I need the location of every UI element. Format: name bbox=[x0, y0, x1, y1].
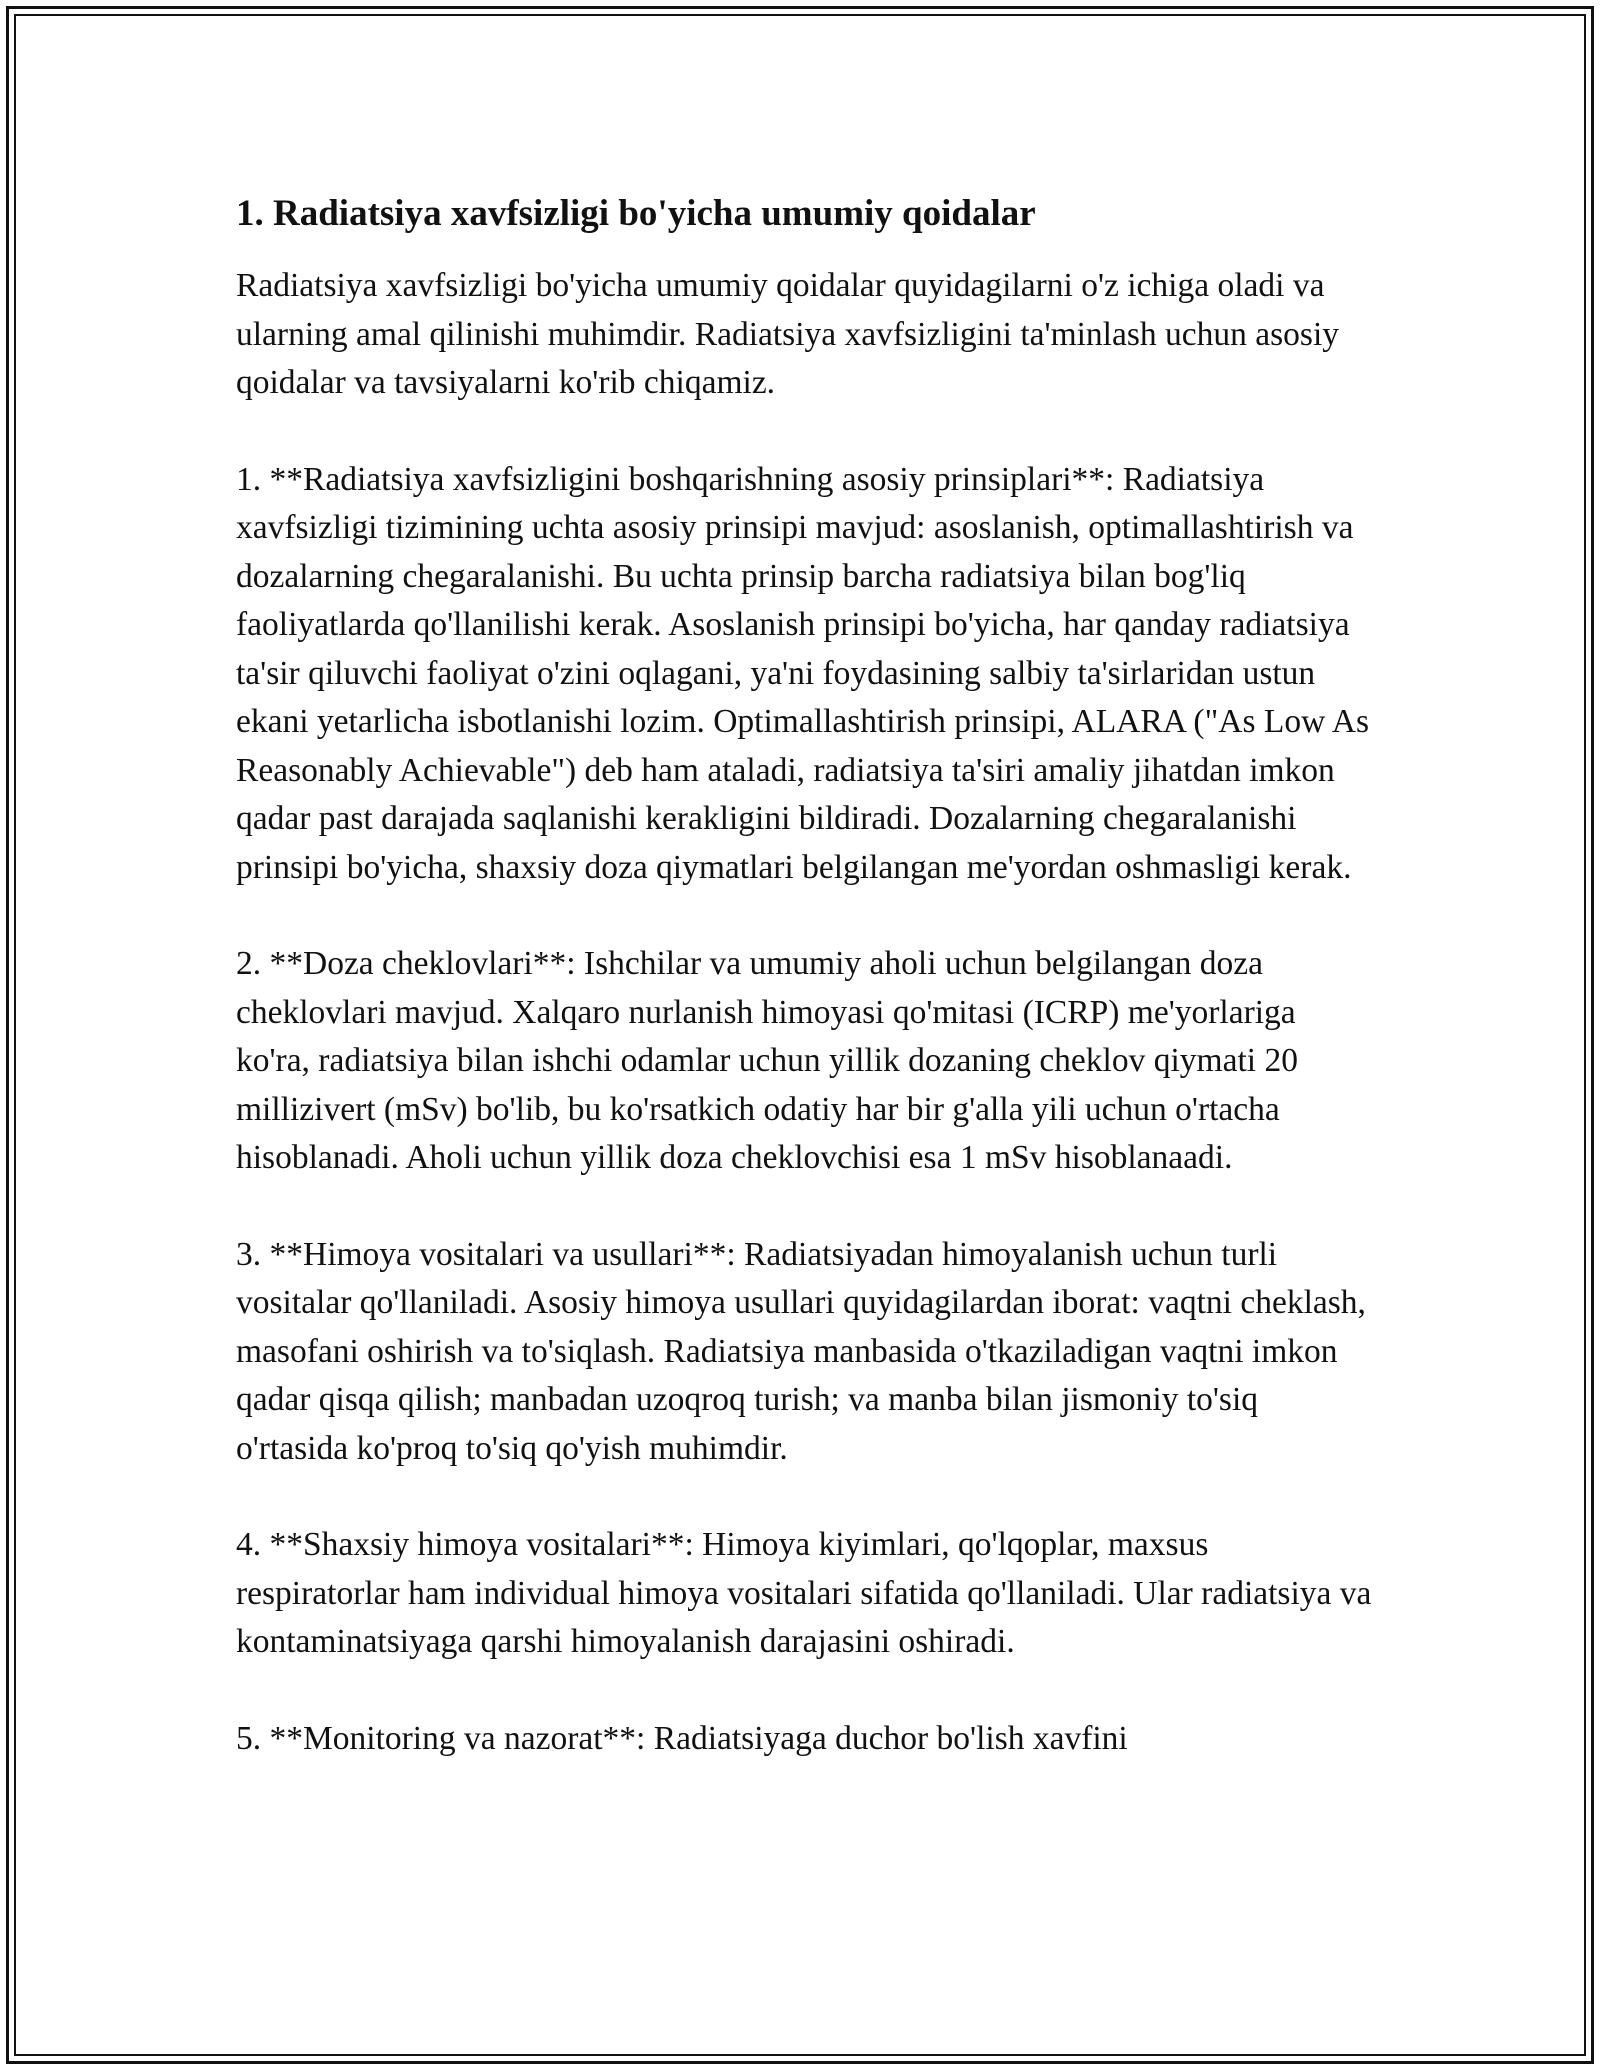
section-heading: 1. Radiatsiya xavfsizligi bo'yicha umumiy qoidalar bbox=[236, 193, 1036, 234]
monitoring-paragraph: 5. **Monitoring va nazorat**: Radiatsiyaga duchor bo'lish xavfini bbox=[236, 1719, 1128, 1757]
principles-paragraph: 1. **Radiatsiya xavfsizligini boshqarishning asosiy prinsiplari**: Radiatsiya xavfsizligi tizimining uchta asosiy prinsipi mavjud: asoslanish, optimallashtirish va dozalarning chegaralanishi. Bu uchta prinsip barcha radiatsiya bilan bog'liq faoliyatlarda qo'llanilishi kerak. Asoslanish prinsipi bo'yicha, har qanday radiatsiya ta'sir qiluvchi faoliyat o'zini oqlagani, ya'ni foydasining salbiy ta'sirlaridan ustun ekani yetarlicha isbotlanishi lozim. Optimallashtirish prinsipi, ALARA ("As Low As Reasonably Achievable") deb ham ataladi, radiatsiya ta'siri amaliy jihatdan imkon qadar past darajada saqlanishi kerakligini bildiradi. Dozalarning chegaralanishi prinsipi bo'yicha, shaxsiy doza qiymatlari belgilangan me'yordan oshmasligi kerak. bbox=[236, 460, 1370, 886]
personal-protection-paragraph: 4. **Shaxsiy himoya vositalari**: Himoya kiyimlari, qo'lqoplar, maxsus respiratorlar ham individual himoya vositalari sifatida qo'llaniladi. Ular radiatsiya va kontaminatsiyaga qarshi himoyalanish darajasini oshiradi. bbox=[236, 1526, 1372, 1660]
dose-limits-paragraph: 2. **Doza cheklovlari**: Ishchilar va umumiy aholi uchun belgilangan doza cheklovlari mavjud. Xalqaro nurlanish himoyasi qo'mitasi (ICRP) me'yorlariga ko'ra, radiatsiya bilan ishchi odamlar uchun yillik dozaning cheklov qiymati 20 millizivert (mSv) bo'lib, bu ko'rsatkich odatiy har bir g'alla yili uchun o'rtacha hisoblanadi. Aholi uchun yillik doza cheklovchisi esa 1 mSv hisoblanaadi. bbox=[236, 945, 1298, 1176]
protection-methods-paragraph: 3. **Himoya vositalari va usullari**: Radiatsiyadan himoyalanish uchun turli vositalar qo'llaniladi. Asosiy himoya usullari quyidagilardan iborat: vaqtni cheklash, masofani oshirish va to'siqlash. Radiatsiya manbasida o'tkaziladigan vaqtni imkon qadar qisqa qilish; manbadan uzoqroq turish; va manba bilan jismoniy to'siq o'rtasida ko'proq to'siq qo'yish muhimdir. bbox=[236, 1235, 1366, 1467]
document-body bbox=[236, 188, 1376, 1811]
intro-paragraph: Radiatsiya xavfsizligi bo'yicha umumiy qoidalar quyidagilarni o'z ichiga oladi va ularning amal qilinishi muhimdir. Radiatsiya xavfsizligini ta'minlash uchun asosiy qoidalar va tavsiyalarni ko'rib chiqamiz. bbox=[236, 267, 1340, 401]
